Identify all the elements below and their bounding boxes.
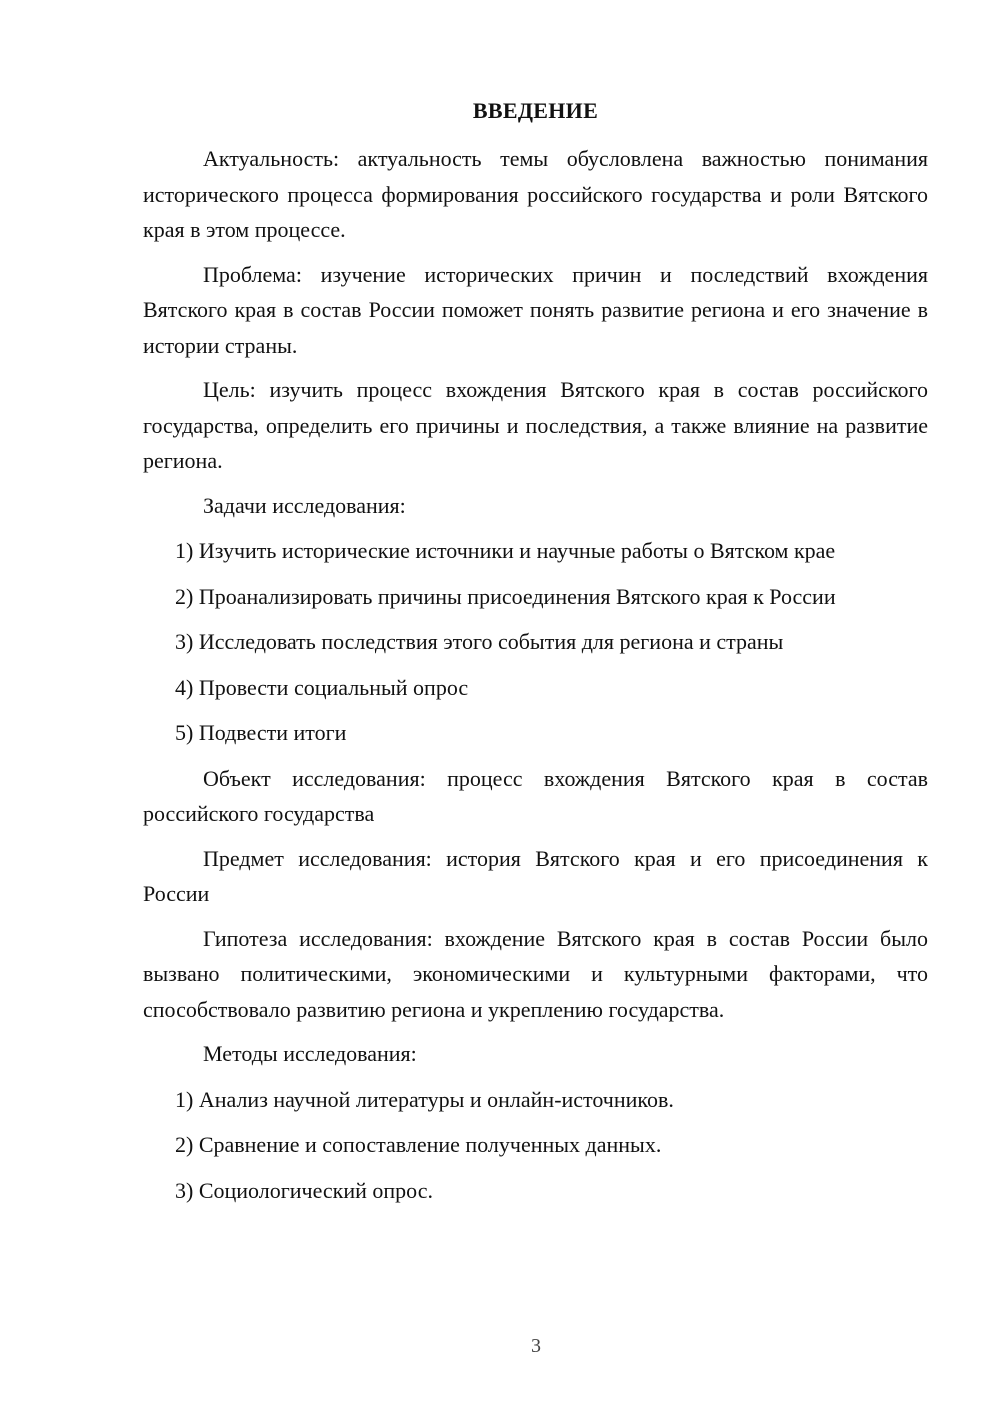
page-number: 3 — [531, 1335, 541, 1357]
task-item-1: 1) Изучить исторические источники и научные работы о Вятском крае — [175, 538, 836, 563]
method-item-2: 2) Сравнение и сопоставление полученных данных. — [175, 1132, 662, 1157]
task-item-4: 4) Провести социальный опрос — [175, 674, 469, 700]
task-item-3: 3) Исследовать последствия этого события для региона и страны — [175, 629, 784, 654]
task-item-2: 2) Проанализировать причины присоединения Вятского края к России — [175, 583, 836, 609]
hypothesis-paragraph: Гипотеза исследования: вхождение Вятского края в состав России было вызвано политическими, экономическими и культурными факторами, что способствовало развитию региона и укреплению государства. — [143, 925, 928, 1022]
subject-paragraph: Предмет исследования: история Вятского края и его присоединения к России — [143, 845, 928, 906]
tasks-heading: Задачи исследования: — [203, 492, 406, 518]
method-item-3: 3) Социологический опрос. — [175, 1177, 433, 1203]
section-title: ВВЕДЕНИЕ — [472, 98, 599, 123]
page-content — [143, 95, 928, 1218]
methods-heading: Методы исследования: — [203, 1041, 417, 1066]
goal-paragraph: Цель: изучить процесс вхождения Вятского края в состав российского государства, определить его причины и последствия, а также влияние на развитие региона. — [143, 377, 928, 473]
method-item-1: 1) Анализ научной литературы и онлайн-источников. — [175, 1086, 674, 1112]
problem-paragraph: Проблема: изучение исторических причин и последствий вхождения Вятского края в состав России поможет понять развитие региона и его значение в истории страны. — [143, 261, 928, 358]
object-paragraph: Объект исследования: процесс вхождения Вятского края в состав российского государства — [143, 765, 928, 826]
task-item-5: 5) Подвести итоги — [175, 720, 347, 745]
relevance-paragraph: Актуальность: актуальность темы обусловлена важностью понимания исторического процесса формирования российского государства и роли Вятского края в этом процессе. — [143, 146, 928, 242]
